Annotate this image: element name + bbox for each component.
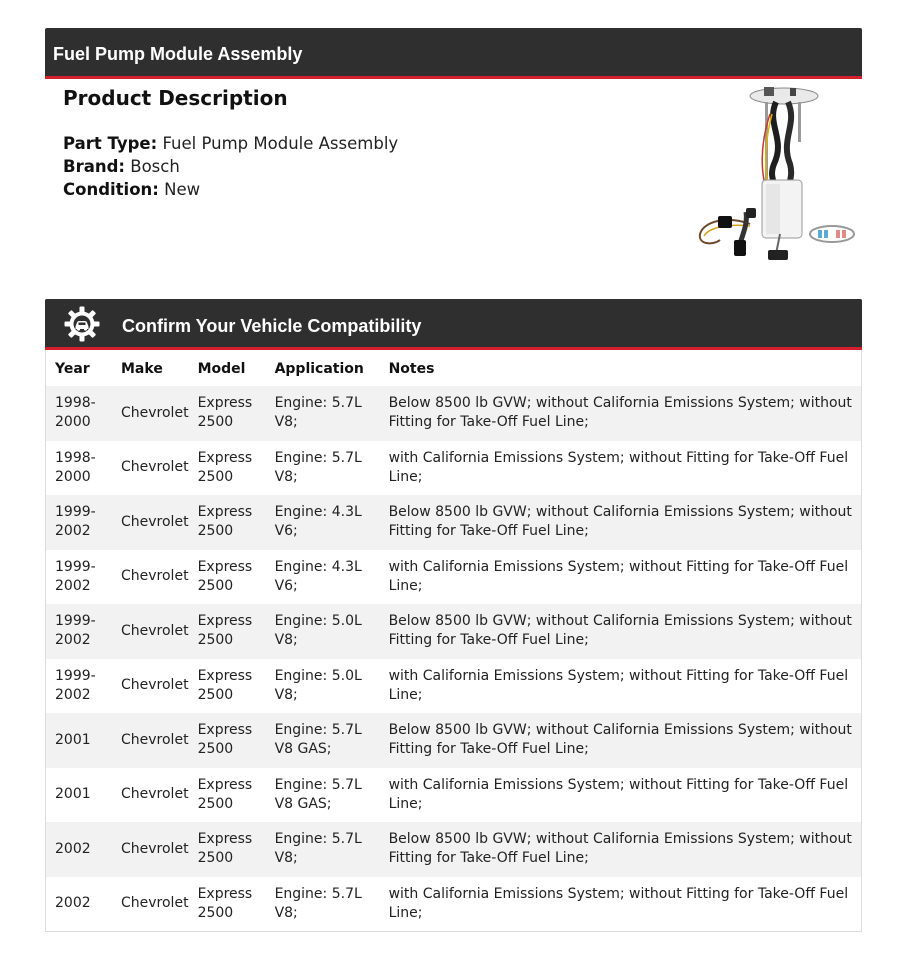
table-row bbox=[46, 441, 861, 496]
col-header-application: Application bbox=[274, 360, 364, 377]
cell-model: Express 2500 bbox=[189, 386, 266, 441]
cell-model: Express 2500 bbox=[189, 604, 266, 659]
cell-application: Engine: 5.7L V8; bbox=[266, 386, 380, 441]
cell-make: Chevrolet bbox=[112, 386, 189, 441]
cell-model: Express 2500 bbox=[189, 822, 266, 877]
spec-condition bbox=[63, 178, 398, 201]
col-header-make: Make bbox=[121, 360, 163, 377]
spec-brand bbox=[63, 155, 398, 178]
cell-year: 2001 bbox=[55, 786, 91, 803]
cell-make: Chevrolet bbox=[112, 713, 189, 768]
cell-model: Express 2500 bbox=[197, 449, 253, 485]
cell-year: 1998-2000 bbox=[46, 386, 112, 441]
cell-make: Chevrolet bbox=[121, 677, 189, 694]
compatibility-banner bbox=[45, 299, 862, 350]
cell-notes: Below 8500 lb GVW; without California Emissions System; without Fitting for Take-Off Fuel Line; bbox=[380, 713, 861, 768]
table-row bbox=[46, 659, 861, 714]
cell-model: Express 2500 bbox=[189, 495, 266, 550]
cell-notes: Below 8500 lb GVW; without California Emissions System; without Fitting for Take-Off Fuel Line; bbox=[380, 386, 861, 441]
cell-year: 1999-2002 bbox=[46, 604, 112, 659]
cell-notes: with California Emissions System; without Fitting for Take-Off Fuel Line; bbox=[388, 776, 849, 812]
cell-make: Chevrolet bbox=[112, 495, 189, 550]
spec-value: New bbox=[164, 180, 201, 199]
cell-make: Chevrolet bbox=[121, 895, 189, 912]
spec-label: Part Type: bbox=[63, 134, 158, 153]
spec-label: Brand: bbox=[63, 157, 126, 176]
cell-make: Chevrolet bbox=[121, 786, 189, 803]
cell-make: Chevrolet bbox=[121, 459, 189, 476]
compatibility-title: Confirm Your Vehicle Compatibility bbox=[122, 316, 422, 336]
product-image bbox=[690, 84, 860, 264]
gear-car-icon bbox=[63, 305, 101, 343]
table-row bbox=[46, 713, 861, 768]
table-row bbox=[46, 877, 861, 932]
compatibility-table bbox=[46, 351, 861, 931]
cell-application: Engine: 5.0L V8; bbox=[274, 667, 362, 703]
spec-value: Bosch bbox=[130, 157, 180, 176]
cell-notes: Below 8500 lb GVW; without California Emissions System; without Fitting for Take-Off Fuel Line; bbox=[380, 495, 861, 550]
cell-application: Engine: 5.7L V8 GAS; bbox=[274, 776, 362, 812]
cell-application: Engine: 5.7L V8; bbox=[274, 449, 362, 485]
table-row bbox=[46, 386, 861, 441]
product-description-heading: Product Description bbox=[63, 86, 288, 110]
cell-notes: with California Emissions System; without Fitting for Take-Off Fuel Line; bbox=[388, 885, 849, 921]
cell-notes: with California Emissions System; without Fitting for Take-Off Fuel Line; bbox=[388, 667, 849, 703]
cell-year: 1999-2002 bbox=[55, 667, 96, 703]
col-header-year: Year bbox=[55, 360, 90, 377]
cell-year: 2001 bbox=[46, 713, 112, 768]
cell-application: Engine: 5.7L V8; bbox=[274, 885, 362, 921]
table-row bbox=[46, 604, 861, 659]
spec-value: Fuel Pump Module Assembly bbox=[162, 134, 399, 153]
cell-year: 1998-2000 bbox=[55, 449, 96, 485]
cell-model: Express 2500 bbox=[197, 776, 253, 812]
cell-make: Chevrolet bbox=[112, 604, 189, 659]
cell-model: Express 2500 bbox=[197, 667, 253, 703]
cell-model: Express 2500 bbox=[197, 558, 253, 594]
product-title: Fuel Pump Module Assembly bbox=[53, 44, 303, 64]
cell-application: Engine: 5.7L V8; bbox=[266, 822, 380, 877]
cell-notes: Below 8500 lb GVW; without California Emissions System; without Fitting for Take-Off Fuel Line; bbox=[380, 822, 861, 877]
product-spec-list bbox=[63, 132, 398, 201]
cell-year: 1999-2002 bbox=[46, 495, 112, 550]
table-row bbox=[46, 768, 861, 823]
cell-application: Engine: 5.7L V8 GAS; bbox=[266, 713, 380, 768]
cell-year: 2002 bbox=[55, 895, 91, 912]
cell-year: 2002 bbox=[46, 822, 112, 877]
col-header-notes: Notes bbox=[388, 360, 435, 377]
cell-notes: with California Emissions System; without Fitting for Take-Off Fuel Line; bbox=[388, 449, 849, 485]
table-row bbox=[46, 495, 861, 550]
cell-make: Chevrolet bbox=[112, 822, 189, 877]
cell-model: Express 2500 bbox=[197, 885, 253, 921]
table-row bbox=[46, 550, 861, 605]
product-title-banner bbox=[45, 28, 862, 79]
cell-application: Engine: 4.3L V6; bbox=[274, 558, 362, 594]
cell-model: Express 2500 bbox=[189, 713, 266, 768]
cell-make: Chevrolet bbox=[121, 568, 189, 585]
spec-part-type bbox=[63, 132, 398, 155]
cell-application: Engine: 5.0L V8; bbox=[266, 604, 380, 659]
cell-application: Engine: 4.3L V6; bbox=[266, 495, 380, 550]
table-row bbox=[46, 822, 861, 877]
col-header-model: Model bbox=[197, 360, 246, 377]
cell-notes: with California Emissions System; without Fitting for Take-Off Fuel Line; bbox=[388, 558, 849, 594]
table-header-row bbox=[46, 351, 861, 386]
spec-label: Condition: bbox=[63, 180, 159, 199]
cell-notes: Below 8500 lb GVW; without California Emissions System; without Fitting for Take-Off Fuel Line; bbox=[380, 604, 861, 659]
cell-year: 1999-2002 bbox=[55, 558, 96, 594]
